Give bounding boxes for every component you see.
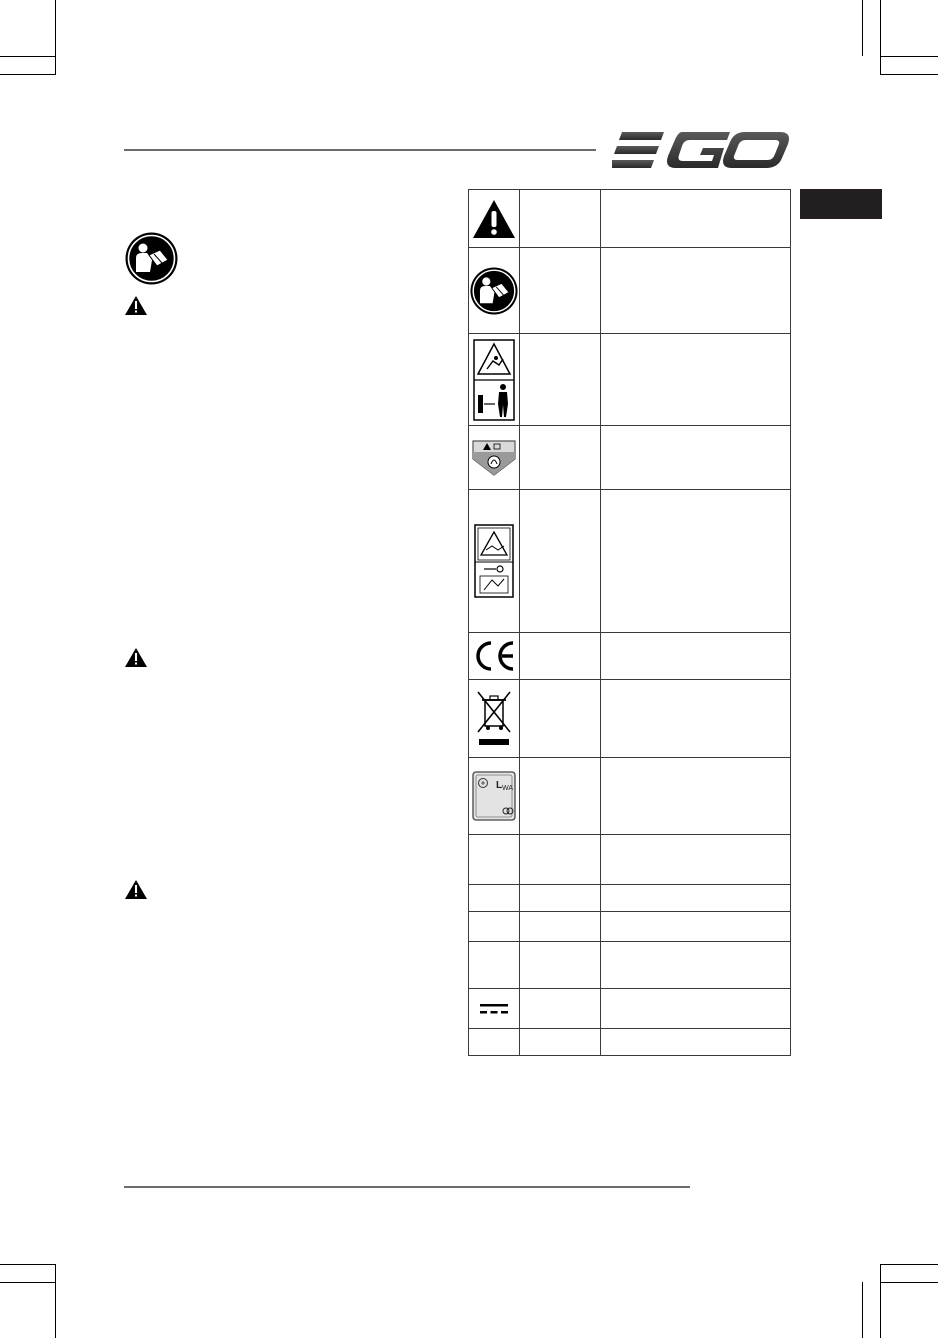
crop-mark-bottom-right-v [862,1282,863,1338]
symbol-name [520,248,601,334]
symbol-name [520,190,601,248]
symbol-name [520,942,601,989]
symbol-description [601,426,791,490]
table-row [469,942,791,989]
symbol-name [520,426,601,490]
symbol-cell [469,426,520,490]
crop-mark-top-left-inner [0,74,56,75]
symbol-cell [469,835,520,885]
symbol-name [520,758,601,835]
table-row [469,680,791,758]
warning-triangle-icon [125,296,147,315]
symbol-description [601,248,791,334]
footer-rule [124,1186,690,1188]
svg-text:WA: WA [502,785,514,792]
crop-mark-top-left-h [0,56,56,57]
symbol-cell [469,1029,520,1056]
crop-mark-top-right-v2 [880,0,881,74]
crop-mark-bottom-right-h2 [880,1282,938,1283]
crop-mark-top-right-v [862,0,863,56]
symbol-cell [469,633,520,680]
symbol-cell [469,942,520,989]
symbol-name [520,334,601,426]
crop-mark-bottom-left-h [0,1264,56,1265]
crop-mark-top-right-h [880,56,938,57]
table-row [469,633,791,680]
symbol-description [601,680,791,758]
symbol-cell [469,680,520,758]
read-manual-icon [470,267,518,315]
crop-mark-bottom-left-v [55,1264,56,1338]
symbol-name [520,989,601,1029]
symbol-name [520,633,601,680]
table-row [469,885,791,912]
table-row [469,1029,791,1056]
table-row [469,912,791,942]
symbol-cell [469,885,520,912]
symbol-cell [469,912,520,942]
symbol-name [520,835,601,885]
table-row [469,989,791,1029]
symbol-cell [469,190,520,248]
language-tab[interactable] [800,189,882,219]
symbol-description [601,942,791,989]
table-row [469,190,791,248]
symbol-cell [469,248,520,334]
table-row [469,334,791,426]
symbol-name [520,680,601,758]
symbol-cell [469,758,520,835]
weee-bin-icon [474,690,514,748]
symbol-name [520,1029,601,1056]
symbol-description [601,334,791,426]
crop-mark-bottom-left-h2 [0,1282,56,1283]
symbol-cell [469,334,520,426]
table-row [469,426,791,490]
symbol-description [601,490,791,633]
blade-key-removal-icon [474,524,514,598]
crop-mark-bottom-right-v2 [880,1264,881,1338]
symbol-name [520,912,601,942]
svg-text:L: L [496,780,503,791]
noise-level-label-icon [472,771,516,821]
ce-mark-icon [472,640,516,672]
warning-triangle-icon [125,648,147,667]
symbol-description [601,989,791,1029]
symbol-description [601,912,791,942]
symbol-description [601,633,791,680]
symbol-name [520,490,601,633]
crop-mark-top-left-v [55,0,56,74]
table-row [469,835,791,885]
hot-surface-label-icon [471,439,517,477]
direct-current-icon [480,1002,508,1016]
table-row [469,490,791,633]
header-rule [124,149,596,151]
symbol-description [601,758,791,835]
symbol-description [601,1029,791,1056]
safety-alert-icon [472,199,516,239]
read-manual-icon [125,232,178,285]
thrown-objects-keep-distance-icon [473,339,515,421]
table-row [469,758,791,835]
crop-mark-top-right-h2 [880,74,938,75]
table-row [469,248,791,334]
ego-logo [612,128,790,172]
symbol-cell [469,989,520,1029]
symbol-name [520,885,601,912]
warning-triangle-icon [125,880,147,899]
symbol-cell [469,490,520,633]
symbol-description [601,885,791,912]
symbols-table [468,189,791,1056]
symbol-description [601,835,791,885]
crop-mark-bottom-right-h [880,1264,938,1265]
symbol-description [601,190,791,248]
